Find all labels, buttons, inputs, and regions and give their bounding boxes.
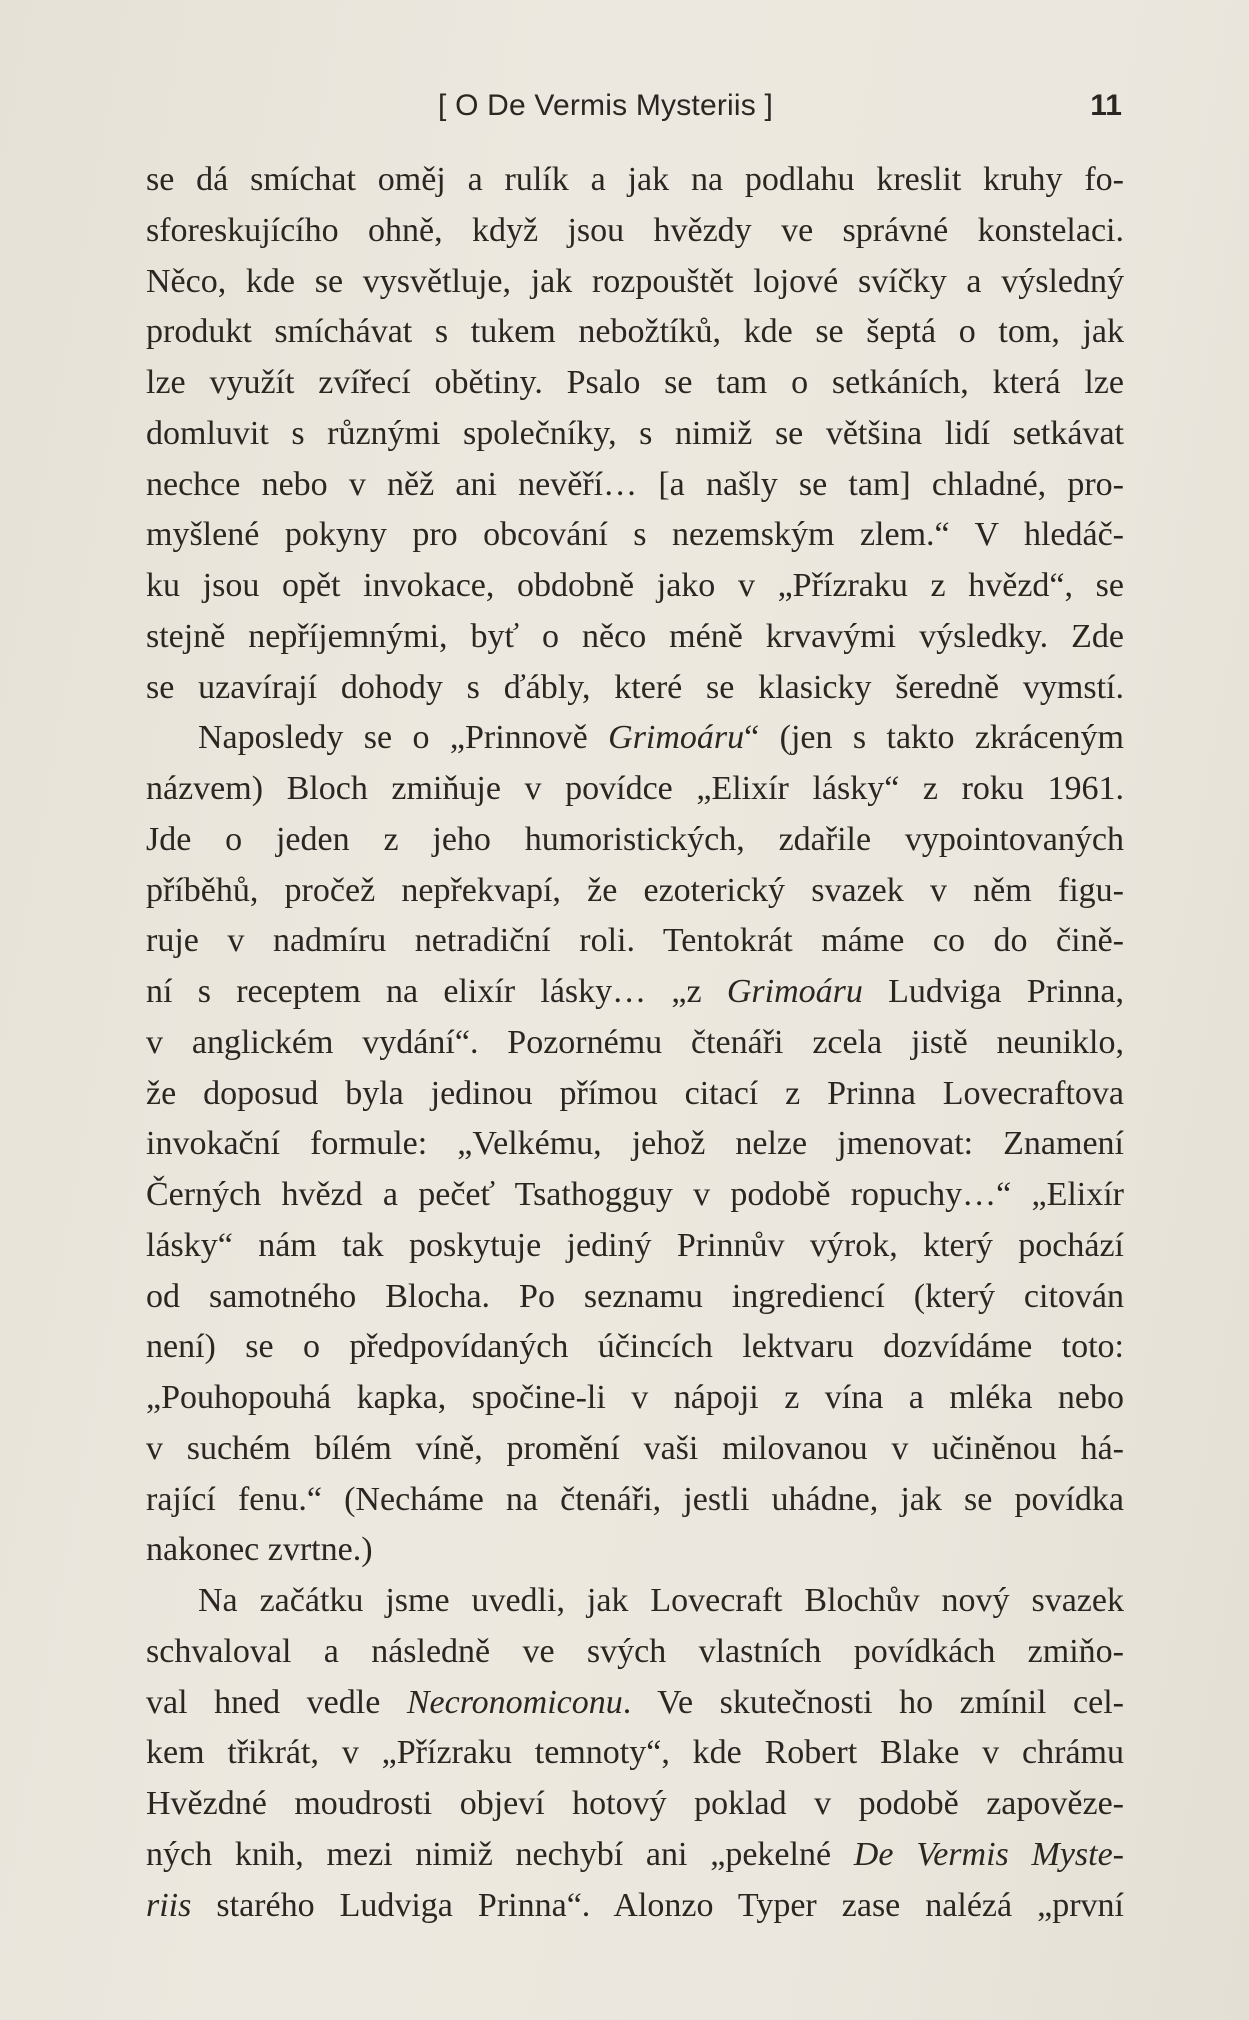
italic-title: Grimoáru [726,973,863,1010]
text-line: lze využít zvířecí obětiny. Psalo se tam o setkáních, která lze [146,364,1124,401]
text-line: kem třikrát, v „Přízraku temnoty“, kde Robert Blake v chrámu [146,1734,1124,1772]
text-line: schvaloval a následně ve svých vlastních povídkách zmiňo- [146,1632,1124,1670]
text-line: rající fenu.“ (Necháme na čtenáři, jestli uhádne, jak se povídka [146,1480,1124,1518]
text-line: riis starého Ludviga Prinna“. Alonzo Typer zase nalézá „první [146,1886,1124,1924]
italic-title: riis [146,1886,192,1924]
text-line: produkt smíchávat s tukem nebožtíků, kde se šeptá o tom, jak [146,313,1124,351]
text-line: se dá smíchat oměj a rulík a jak na podlahu kreslit kruhy fo- [146,161,1124,198]
paragraph-last-line: nakonec zvrtne.) [146,1531,373,1569]
text-line: val hned vedle Necronomiconu. Ve skutečnosti ho zmínil cel- [146,1683,1124,1721]
text-line: nechce nebo v něž ani nevěří… [a našly se tam] chladné, pro- [146,465,1124,503]
text-line: v anglickém vydání“. Pozornému čtenáři zcela jistě neuniklo, [146,1023,1124,1061]
text-line: Černých hvězd a pečeť Tsathogguy v podobě ropuchy…“ „Elixír [146,1176,1124,1213]
text-line: domluvit s různými společníky, s nimiž se většina lidí setkávat [146,414,1124,452]
text-line: ní s receptem na elixír lásky… „z Grimoáru Ludviga Prinna, [146,973,1124,1010]
text-line: „Pouhopouhá kapka, spočine-li v nápoji z vína a mléka nebo [146,1379,1124,1416]
text-line: v suchém bílém víně, promění vaši milovanou v učiněnou há- [146,1429,1124,1467]
italic-title: Grimoáru [608,719,745,757]
text-line: myšlené pokyny pro obcování s nezemským zlem.“ V hledáč- [146,516,1124,554]
text-line: invokační formule: „Velkému, jehož nelze jmenovat: Znamení [146,1125,1124,1163]
text-line: od samotného Blocha. Po seznamu ingrediencí (který citován [146,1277,1124,1315]
paragraph-first-line: Na začátku jsme uvedli, jak Lovecraft Blochův nový svazek [198,1582,1124,1619]
text-line: sforeskujícího ohně, když jsou hvězdy ve správné konstelaci. [146,211,1124,249]
text-line: názvem) Bloch zmiňuje v povídce „Elixír lásky“ z roku 1961. [146,770,1124,807]
italic-title: Necronomiconu [406,1683,623,1721]
paragraph-first-line: Naposledy se o „Prinnově Grimoáru“ (jen s takto zkráceným [198,719,1124,757]
running-header: [ O De Vermis Mysteriis ] [438,89,774,122]
text-line: není) se o předpovídaných účincích lektvaru dozvídáme toto: [146,1328,1124,1366]
text-line: příběhů, pročež nepřekvapí, že ezoterický svazek v něm figu- [146,871,1124,909]
text-line: že doposud byla jedinou přímou citací z Prinna Lovecraftova [146,1074,1124,1112]
italic-title: De Vermis Myste- [853,1835,1124,1873]
text-line: stejně nepříjemnými, byť o něco méně krvavými výsledky. Zde [146,617,1124,655]
text-line: ku jsou opět invokace, obdobně jako v „Přízraku z hvězd“, se [146,567,1124,604]
text-line: ných knih, mezi nimiž nechybí ani „pekelné De Vermis Myste- [146,1835,1124,1873]
text-line: Hvězdné moudrosti objeví hotový poklad v podobě zapověze- [146,1785,1124,1822]
text-line: Jde o jeden z jeho humoristických, zdařile vypointovaných [146,820,1124,858]
text-line: Něco, kde se vysvětluje, jak rozpouštět lojové svíčky a výsledný [146,262,1124,300]
text-line: lásky“ nám tak poskytuje jediný Prinnův výrok, který pochází [146,1226,1124,1264]
body-text [146,155,1124,1931]
page-number: 11 [1090,89,1122,122]
text-line: se uzavírají dohody s ďábly, které se klasicky šeredně vymstí. [146,668,1124,706]
text-line: ruje v nadmíru netradiční roli. Tentokrát máme co do čině- [146,922,1124,960]
